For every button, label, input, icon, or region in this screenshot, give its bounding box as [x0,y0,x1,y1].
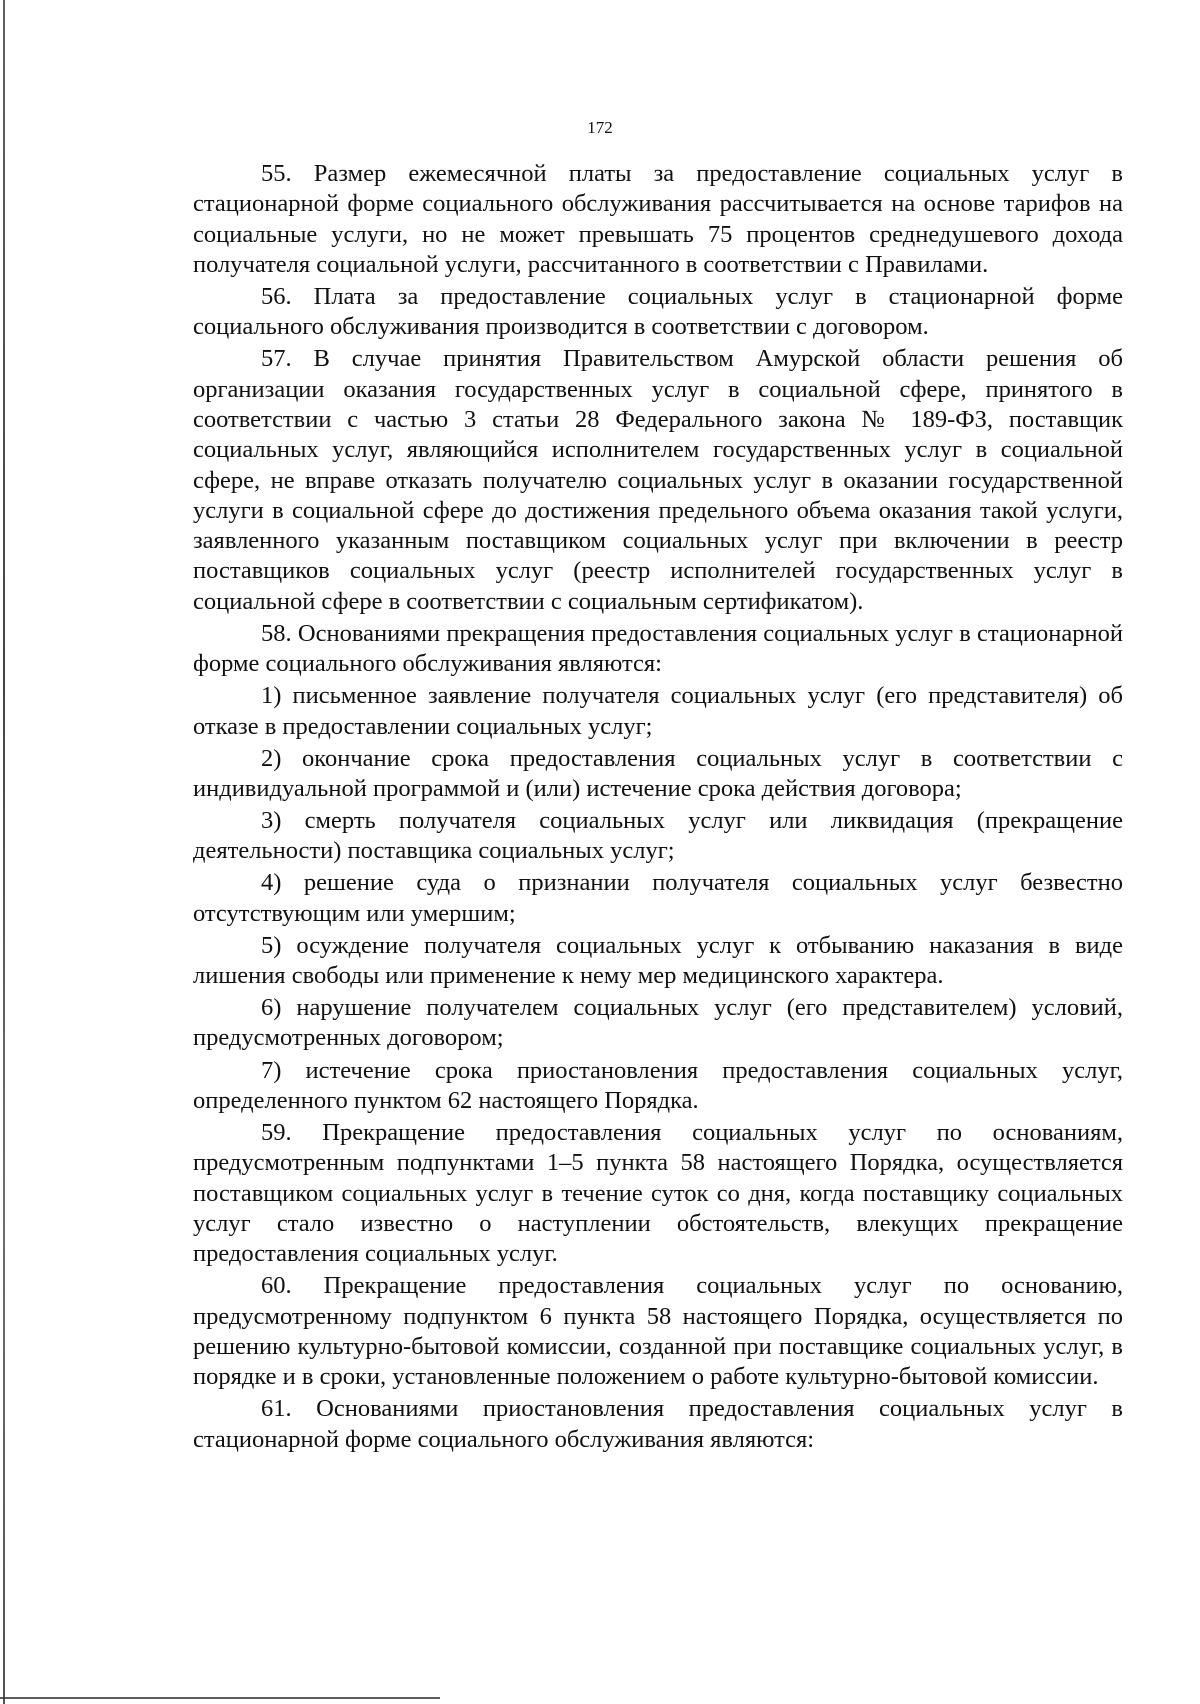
paragraph-61: 61. Основаниями приостановления предоставления социальных услуг в стационарной форме социального обслуживания являются: [193,1395,1123,1453]
paragraph-56: 56. Плата за предоставление социальных услуг в стационарной форме социального обслуживания производится в соответствии с договором. [193,282,1123,341]
subitem-58-6: 6) нарушение получателем социальных услуг (его представителем) условий, предусмотренных договором; [193,994,1123,1052]
paragraph-59: 59. Прекращение предоставления социальных услуг по основаниям, предусмотренным подпунктами 1–5 пункта 58 настоящего Порядка, осуществляется поставщиком социальных услуг в течение суток со дня, когда поставщику социальных услуг стало известно о наступлении обстоятельств, влекущих прекращение предоставления социальных услуг. [193,1118,1123,1268]
subitem-58-5: 5) осуждение получателя социальных услуг к отбыванию наказания в виде лишения свободы или применение к нему мер медицинского характера. [193,931,1123,990]
paragraph-57: 57. В случае принятия Правительством Амурской области решения об организации оказания государственных услуг в социальной сфере, принятого в соответствии с частью 3 статьи 28 Федерального закона № 189-ФЗ, поставщик социальных услуг, являющийся исполнителем государственных услуг в социальной сфере, не вправе отказать получателю социальных услуг в оказании государственной услуги в социальной сфере до достижения предельного объема оказания такой услуги, заявленного указанным поставщиком социальных услуг при включении в реестр поставщиков социальных услуг (реестр исполнителей государственных услуг в социальной сфере в соответствии с социальным сертификатом). [193,345,1123,615]
subitem-58-1: 1) письменное заявление получателя социальных услуг (его представителя) об отказе в предоставлении социальных услуг; [193,682,1123,740]
subitem-58-4: 4) решение суда о признании получателя социальных услуг безвестно отсутствующим или умершим; [193,869,1123,927]
subitem-58-2: 2) окончание срока предоставления социальных услуг в соответствии с индивидуальной программой и (или) истечение срока действия договора; [193,744,1123,802]
paragraph-60: 60. Прекращение предоставления социальных услуг по основанию, предусмотренному подпунктом 6 пункта 58 настоящего Порядка, осуществляется по решению культурно-бытовой комиссии, созданной при поставщике социальных услуг, в порядке и в сроки, установленные положением о работе культурно-бытовой комиссии. [193,1272,1123,1391]
paragraph-58: 58. Основаниями прекращения предоставления социальных услуг в стационарной форме социального обслуживания являются: [193,619,1123,678]
subitem-58-7: 7) истечение срока приостановления предоставления социальных услуг, определенного пунктом 62 настоящего Порядка. [193,1056,1123,1114]
scan-edge-bottom [0,1697,440,1699]
page-number: 172 [587,118,613,137]
document-body [193,159,1123,1457]
paragraph-55: 55. Размер ежемесячной платы за предоставление социальных услуг в стационарной форме социального обслуживания рассчитывается на основе тарифов на социальные услуги, но не может превышать 75 процентов среднедушевого дохода получателя социальной услуги, рассчитанного в соответствии с Правилами. [193,160,1123,278]
subitem-58-3: 3) смерть получателя социальных услуг или ликвидация (прекращение деятельности) поставщика социальных услуг; [193,807,1123,865]
scan-edge-left [3,0,5,1704]
